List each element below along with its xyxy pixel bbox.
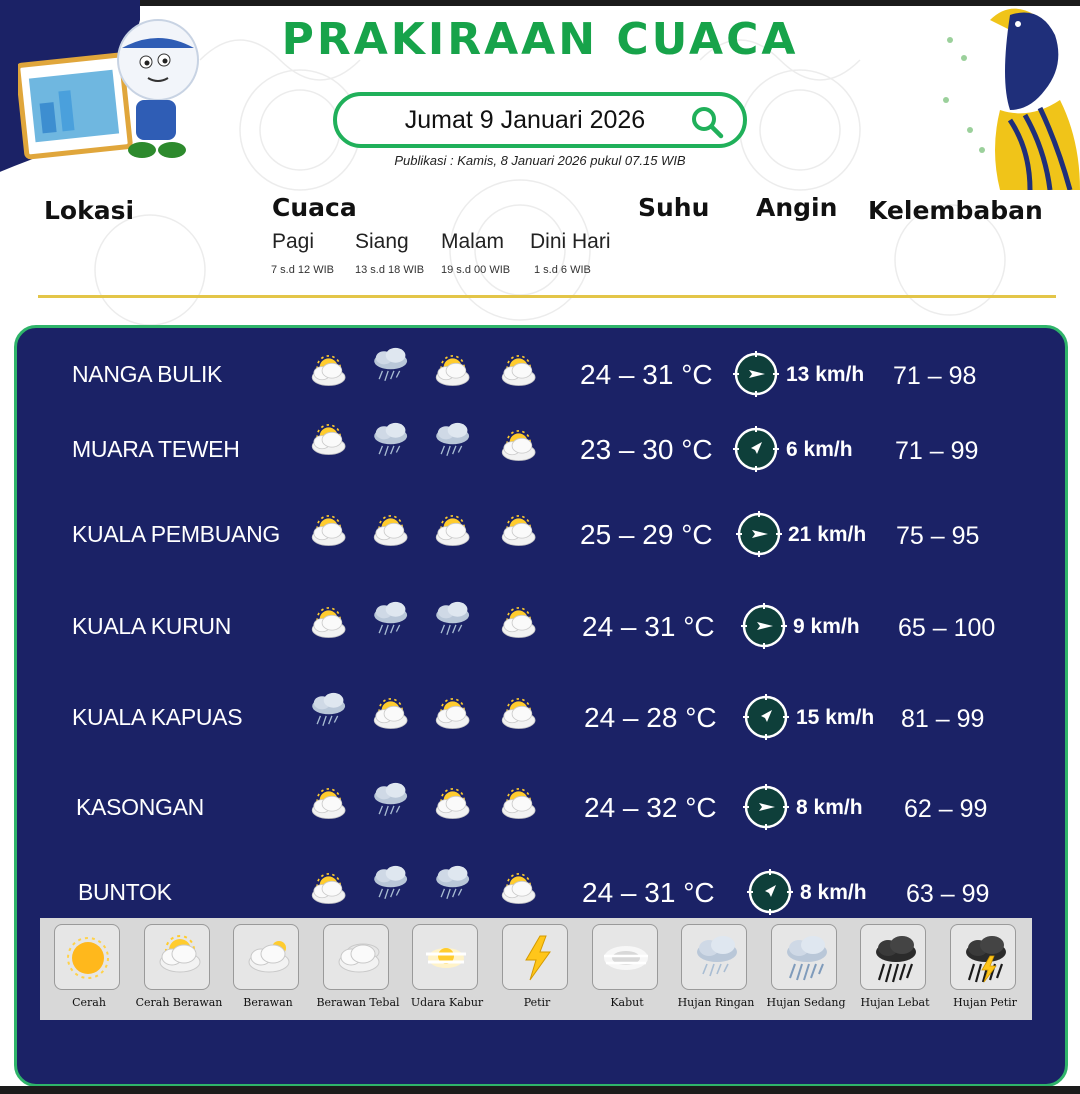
column-header-temperature: Suhu [638,193,710,222]
legend-label: Hujan Lebat [860,996,930,1009]
period-range-morning: 7 s.d 12 WIB [271,264,334,276]
humidity-range: 63 – 99 [906,880,990,908]
cerah-berawan-icon [490,603,544,649]
wind-speed: 6 km/h [786,438,853,461]
cerah-berawan-icon [424,511,478,557]
legend-label: Hujan Sedang [766,996,846,1009]
wind-direction-compass-icon [732,425,780,473]
legend-label: Petir [523,996,551,1009]
period-label-morning: Pagi [272,230,315,253]
hujan-lebat-icon [866,930,922,986]
legend-icon-box [592,924,658,990]
wind-direction-compass-icon [740,602,788,650]
cerah-berawan-icon [362,511,416,557]
location-name: BUNTOK [78,879,172,905]
legend-label: Berawan [243,996,293,1009]
legend-icon-box [323,924,389,990]
weather-legend [40,918,1032,1020]
kabut-icon [598,930,654,986]
hujan-ringan-icon [300,688,354,734]
hujan-petir-icon [956,930,1012,986]
legend-label: Hujan Ringan [677,996,755,1009]
forecast-row [0,597,1054,657]
period-label-afternoon: Siang [355,230,409,253]
cerah-berawan-icon [300,420,354,466]
hujan-ringan-icon [362,861,416,907]
wind-speed: 15 km/h [796,706,875,729]
cerah-berawan-icon [490,869,544,915]
location-name: KUALA KURUN [72,613,232,639]
forecast-row [0,688,1054,748]
forecast-row [0,345,1054,405]
temperature-range: 24 – 31 °C [582,877,715,908]
cerah-berawan-icon [300,603,354,649]
legend-icon-box [860,924,926,990]
cerah-berawan-icon [424,351,478,397]
forecast-row [0,863,1054,923]
legend-label: Cerah Berawan [135,996,223,1009]
cerah-berawan-icon [300,869,354,915]
humidity-range: 81 – 99 [901,705,985,733]
forecast-row [0,505,1054,565]
period-label-night: Malam [441,230,505,253]
temperature-range: 24 – 28 °C [584,702,717,733]
location-name: KASONGAN [76,794,204,820]
forecast-date: Jumat 9 Januari 2026 [404,105,646,134]
berawan-icon [239,930,295,986]
temperature-range: 23 – 30 °C [580,434,713,465]
hujan-ringan-icon [424,418,478,464]
wind-speed: 21 km/h [788,523,867,546]
cerah-berawan-icon [300,351,354,397]
legend-icon-box [144,924,210,990]
cerah-berawan-icon [424,784,478,830]
temperature-range: 24 – 31 °C [580,359,713,390]
legend-icon-box [771,924,837,990]
period-range-afternoon: 13 s.d 18 WIB [355,264,425,276]
column-header-humidity: Kelembaban [868,196,1043,225]
location-name: KUALA KAPUAS [72,704,243,730]
cerah-berawan-icon [490,784,544,830]
hujan-ringan-icon [362,778,416,824]
legend-label: Udara Kabur [410,996,484,1009]
humidity-range: 65 – 100 [898,614,996,642]
location-name: KUALA PEMBUANG [72,521,280,547]
humidity-range: 71 – 98 [893,362,977,390]
period-label-dawn: Dini Hari [530,230,611,253]
berawan-tebal-icon [329,930,385,986]
cerah-berawan-icon [300,784,354,830]
hujan-ringan-icon [687,930,743,986]
legend-icon-box [950,924,1016,990]
humidity-range: 71 – 99 [895,437,979,465]
wind-direction-compass-icon [742,783,790,831]
wind-direction-compass-icon [732,350,780,398]
hujan-ringan-icon [424,597,478,643]
hujan-ringan-icon [424,861,478,907]
wind-direction-compass-icon [746,868,794,916]
wind-speed: 9 km/h [793,615,860,638]
temperature-range: 25 – 29 °C [580,519,713,550]
legend-label: Cerah [72,996,106,1009]
date-search-bar[interactable] [333,92,747,148]
cerah-berawan-icon [300,511,354,557]
hujan-ringan-icon [362,418,416,464]
legend-icon-box [233,924,299,990]
page-title: PRAKIRAAN CUACA [281,14,799,65]
legend-icon-box [681,924,747,990]
cerah-berawan-icon [490,511,544,557]
legend-label: Berawan Tebal [316,996,400,1009]
wind-speed: 8 km/h [796,796,863,819]
wind-direction-compass-icon [742,693,790,741]
humidity-range: 75 – 95 [896,522,980,550]
cerah-icon [60,930,116,986]
cerah-berawan-icon [490,426,544,472]
hujan-sedang-icon [777,930,833,986]
wind-speed: 8 km/h [800,881,867,904]
column-header-weather: Cuaca [272,193,357,222]
legend-icon-box [502,924,568,990]
forecast-row [0,778,1054,838]
humidity-range: 62 – 99 [904,795,988,823]
period-range-dawn: 1 s.d 6 WIB [534,264,591,276]
petir-icon [508,930,564,986]
udara-kabur-icon [418,930,474,986]
cerah-berawan-icon [490,694,544,740]
header-divider [38,295,1056,298]
forecast-row [0,420,1054,480]
cerah-berawan-icon [362,694,416,740]
legend-icon-box [54,924,120,990]
temperature-range: 24 – 32 °C [584,792,717,823]
publication-time: Publikasi : Kamis, 8 Januari 2026 pukul 07.15 WIB [394,153,686,168]
legend-label: Kabut [610,996,644,1009]
period-range-night: 19 s.d 00 WIB [441,264,511,276]
legend-item-hujan-petir [940,924,1030,1016]
column-header-location: Lokasi [44,196,135,225]
cerah-berawan-icon [490,351,544,397]
search-icon[interactable] [689,104,725,140]
cerah-berawan-icon [150,930,206,986]
bottom-bar [0,1086,1080,1094]
legend-icon-box [412,924,478,990]
wind-speed: 13 km/h [786,363,865,386]
location-name: NANGA BULIK [72,361,223,387]
cerah-berawan-icon [424,694,478,740]
column-header-wind: Angin [756,193,838,222]
hujan-ringan-icon [362,597,416,643]
location-name: MUARA TEWEH [72,436,240,462]
wind-direction-compass-icon [735,510,783,558]
legend-label: Hujan Petir [953,996,1017,1009]
temperature-range: 24 – 31 °C [582,611,715,642]
hujan-ringan-icon [362,343,416,389]
